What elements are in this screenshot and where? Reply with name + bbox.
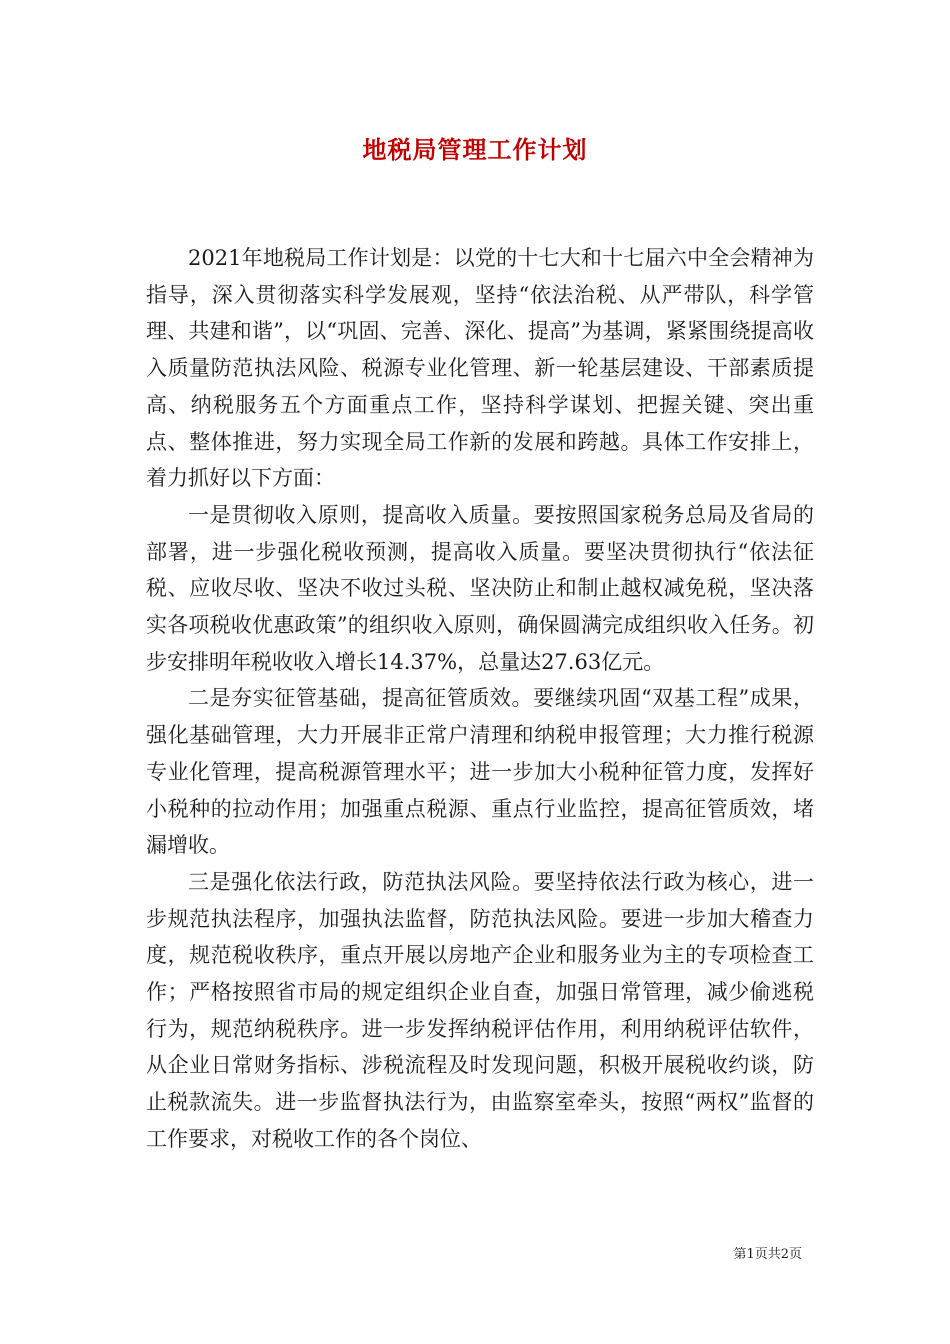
paragraph-intro: 2021年地税局工作计划是：以党的十七大和十七届六中全会精神为指导，深入贯彻落实科学发展观，坚持“依法治税、从严带队，科学管理、共建和谐”，以“巩固、完善、深化、提高”为基调，紧紧围绕提高收入质量防范执法风险、税源专业化管理、新一轮基层建设、干部素质提高、纳税服务五个方面重点工作，坚持科学谋划、把握关键、突出重点、整体推进，努力实现全局工作新的发展和跨越。具体工作安排上，着力抓好以下方面： bbox=[146, 246, 814, 491]
page-number: 第1页共2页 bbox=[733, 1247, 802, 1262]
paragraph-one: 一是贯彻收入原则，提高收入质量。要按照国家税务总局及省局的部署，进一步强化税收预测，提高收入质量。要坚决贯彻执行“依法征税、应收尽收、坚决不收过头税、坚决防止和制止越权减免税，坚决落实各项税收优惠政策”的组织收入原则，确保圆满完成组织收入任务。初步安排明年税收收入增长14.37%，总量达27.63亿元。 bbox=[146, 502, 814, 674]
document-body bbox=[146, 240, 814, 1158]
paragraph-two: 二是夯实征管基础，提高征管质效。要继续巩固“双基工程”成果，强化基础管理，大力开展非正常户清理和纳税申报管理；大力推行税源专业化管理，提高税源管理水平；进一步加大小税种征管力度，发挥好小税种的拉动作用；加强重点税源、重点行业监控，提高征管质效，堵漏增收。 bbox=[146, 686, 814, 858]
document-title: 地税局管理工作计划 bbox=[362, 135, 588, 164]
paragraph-three: 三是强化依法行政，防范执法风险。要坚持依法行政为核心，进一步规范执法程序，加强执法监督，防范执法风险。要进一步加大稽查力度，规范税收秩序，重点开展以房地产企业和服务业为主的专项检查工作；严格按照省市局的规定组织企业自查，加强日常管理，减少偷逃税行为，规范纳税秩序。进一步发挥纳税评估作用，利用纳税评估软件，从企业日常财务指标、涉税流程及时发现问题，积极开展税收约谈，防止税款流失。进一步监督执法行为，由监察室牵头，按照“两权”监督的工作要求，对税收工作的各个岗位、 bbox=[146, 869, 814, 1151]
